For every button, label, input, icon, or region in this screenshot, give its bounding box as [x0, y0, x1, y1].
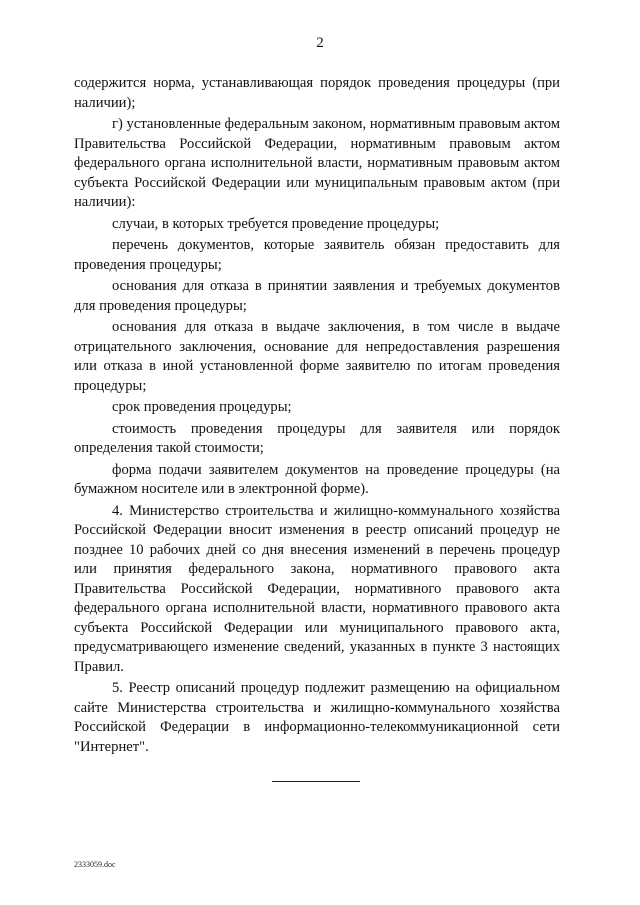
paragraph-6: основания для отказа в выдаче заключения, в том числе в выдаче отрицательного заключения, основание для непредоставления разрешения или отказа в иной установленной форме заявителю по итогам проведения процедуры;: [74, 319, 560, 394]
document-body: [74, 74, 560, 757]
paragraph-3: случаи, в которых требуется проведение процедуры;: [112, 215, 440, 232]
paragraph-2: г) установленные федеральным законом, нормативным правовым актом Правительства Российской Федерации, нормативным правовым актом федерального органа исполнительной власти, нормативным правовым актом субъекта Российской Федерации или муниципальным правовым актом (при наличии):: [74, 116, 560, 210]
page-number: 2: [316, 35, 324, 51]
paragraph-11: 5. Реестр описаний процедур подлежит размещению на официальном сайте Министерства строительства и жилищно-коммунального хозяйства Российской Федерации в информационно-телекоммуникационной сети "Интернет".: [74, 680, 560, 755]
paragraph-7: срок проведения процедуры;: [112, 399, 292, 415]
file-reference: 2333059.doc: [74, 860, 116, 869]
paragraph-1: содержится норма, устанавливающая порядок проведения процедуры (при наличии);: [74, 75, 560, 111]
paragraph-10: 4. Министерство строительства и жилищно-коммунального хозяйства Российской Федерации вносит изменения в реестр описаний процедур не позднее 10 рабочих дней со дня внесения изменений в перечень процедур или принятия федерального закона, нормативного правового акта Правительства Российской Федерации, нормативного правового акта федерального органа исполнительной власти, нормативного правового акта субъекта Российской Федерации или муниципального правового акта, предусматривающего изменение сведений, указанных в пункте 3 настоящих Правил.: [74, 502, 560, 675]
paragraph-4: перечень документов, которые заявитель обязан предоставить для проведения процедуры;: [74, 237, 560, 273]
closing-rule: [272, 781, 360, 782]
paragraph-9: форма подачи заявителем документов на проведение процедуры (на бумажном носителе или в электронной форме).: [74, 461, 560, 497]
paragraph-8: стоимость проведения процедуры для заявителя или порядок определения такой стоимости;: [74, 420, 560, 456]
paragraph-5: основания для отказа в принятии заявления и требуемых документов для проведения процедуры;: [74, 278, 560, 314]
